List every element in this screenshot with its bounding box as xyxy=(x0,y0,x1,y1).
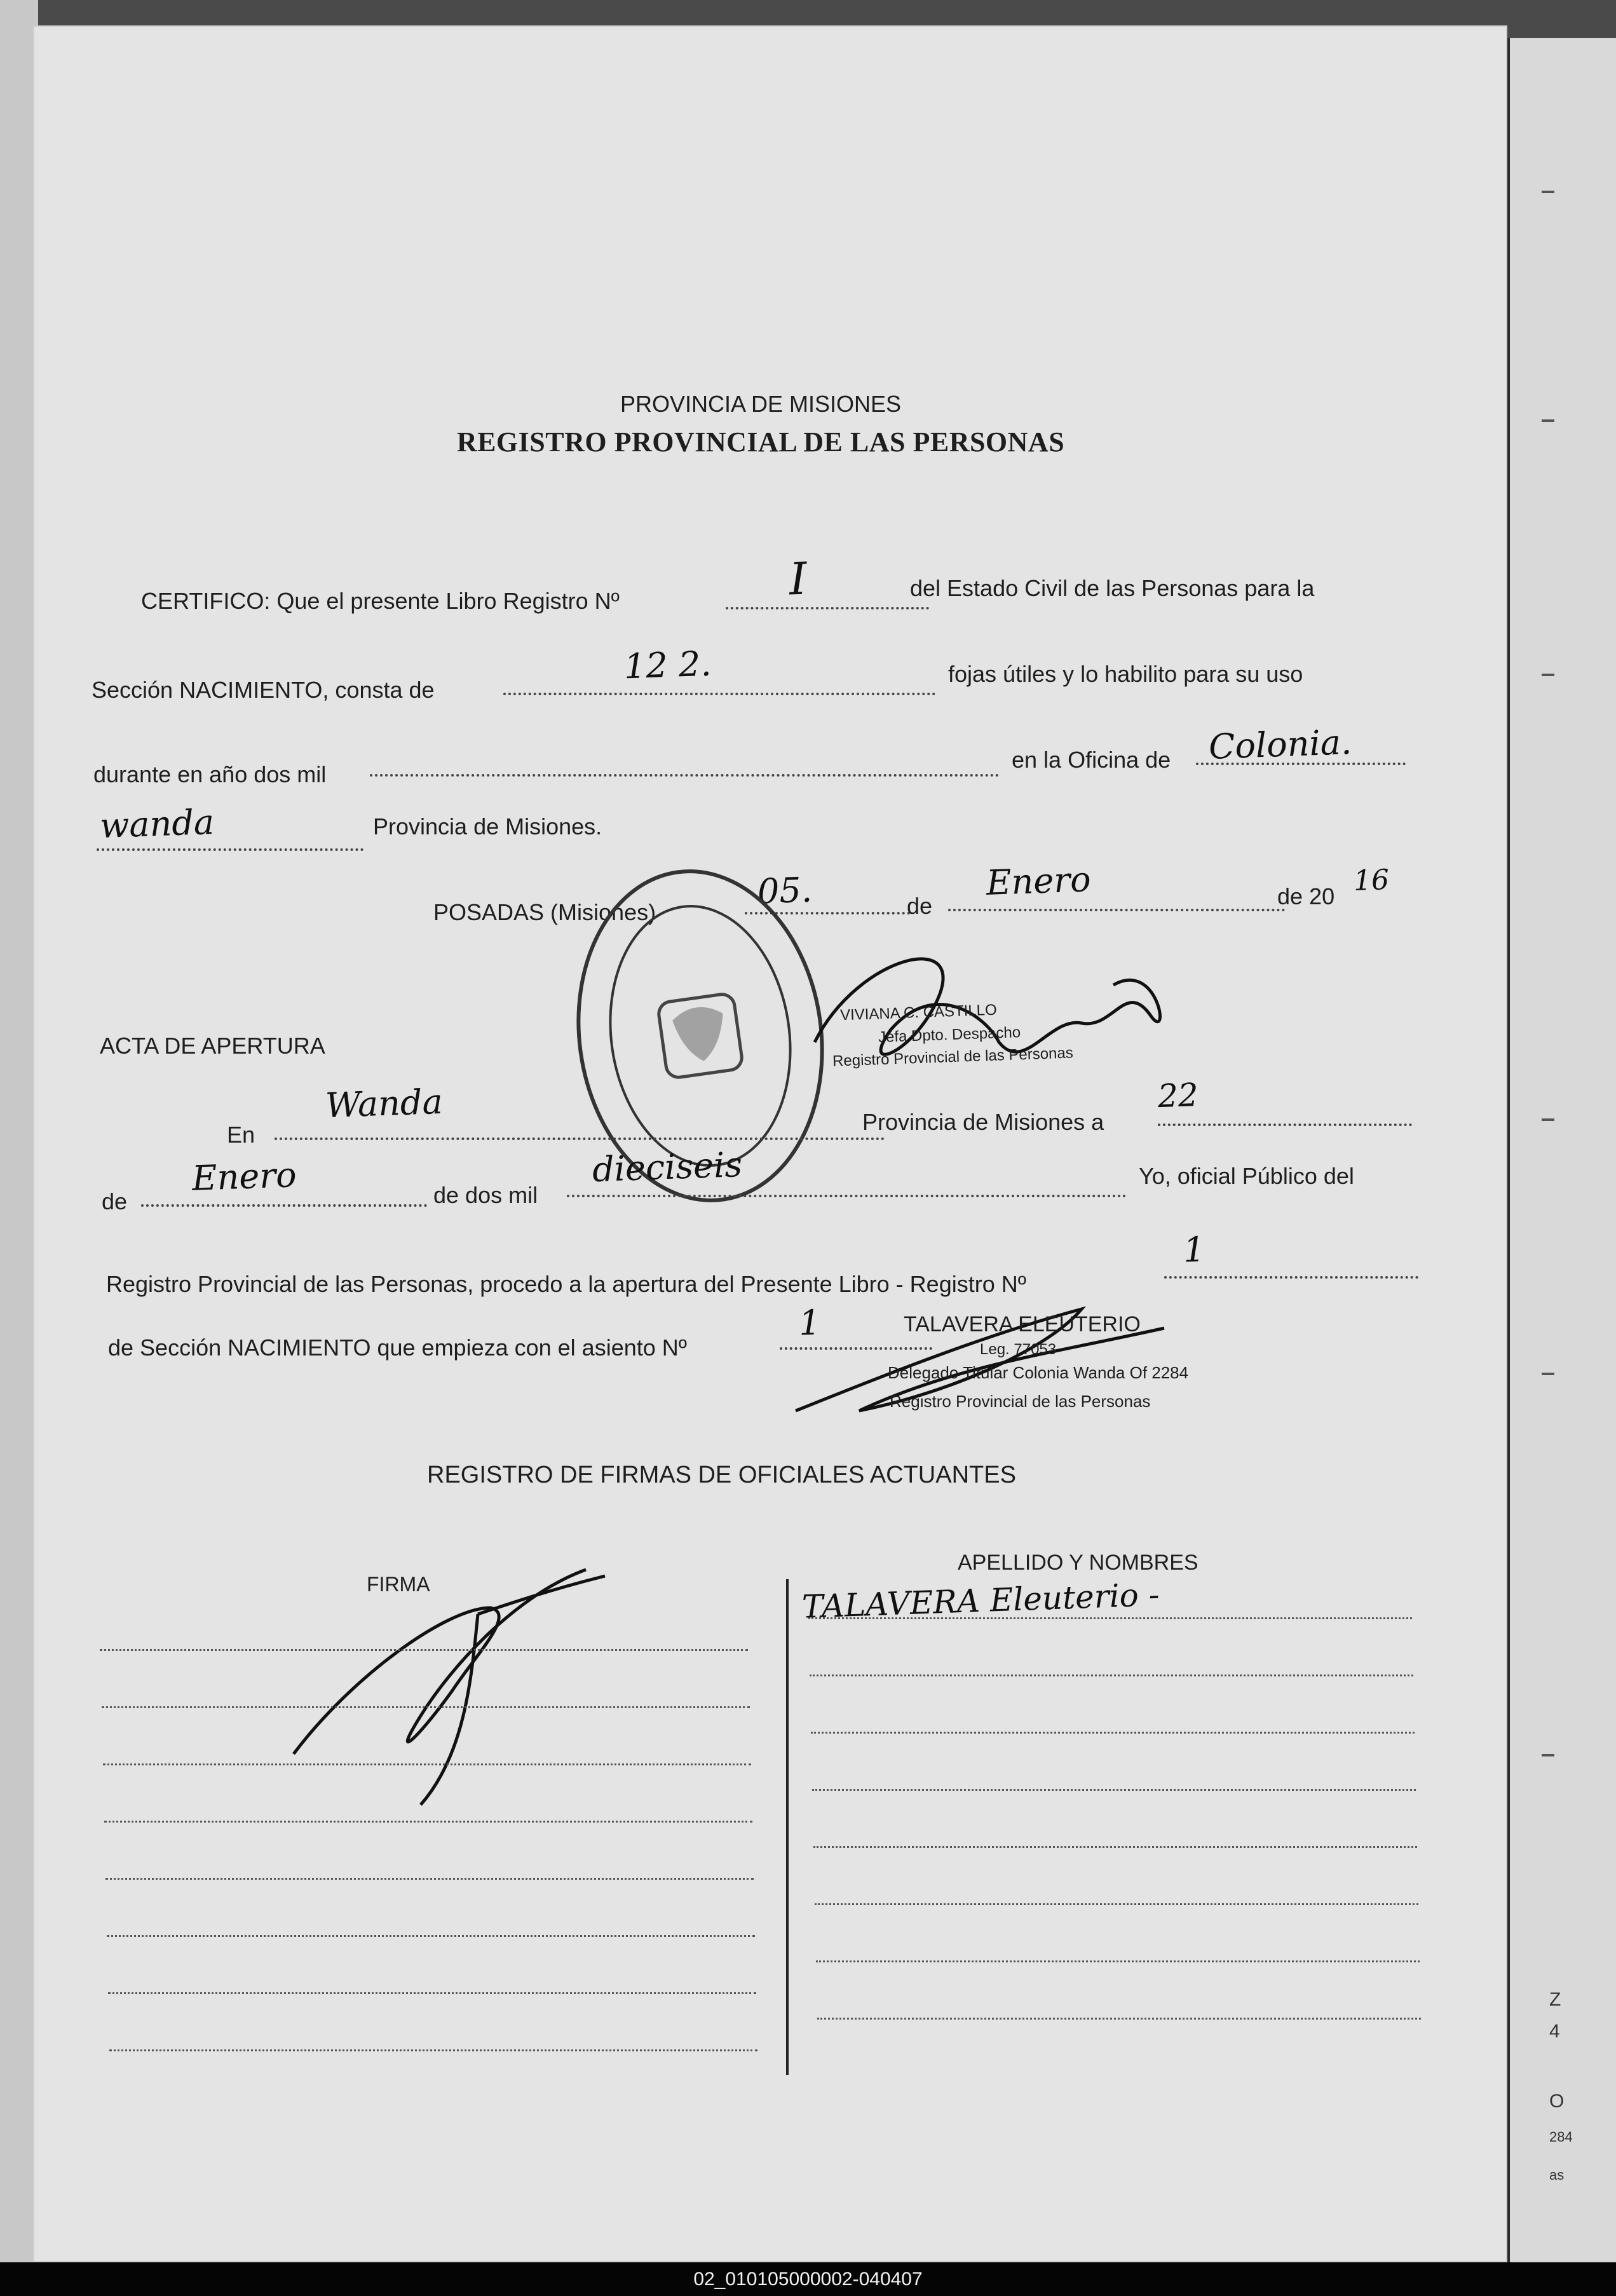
date-year-prefix: de 20 xyxy=(1277,883,1335,909)
firma-line xyxy=(104,1821,752,1823)
acta-day-handwritten: 22 xyxy=(1157,1076,1199,1115)
apellido-line xyxy=(815,1903,1418,1905)
apellido-column-label: APELLIDO Y NOMBRES xyxy=(958,1551,1198,1575)
oficina-handwritten-2: wanda xyxy=(98,801,215,846)
date-month-handwritten: Enero xyxy=(985,859,1092,903)
firma-line xyxy=(105,1878,754,1880)
acta-de: de xyxy=(102,1188,128,1214)
edge-char: 4 xyxy=(1549,2021,1560,2042)
adjacent-page-edge xyxy=(1507,38,1616,2262)
fill-line xyxy=(275,1138,885,1140)
stamp1-name: VIVIANA C. CASTILLO xyxy=(839,1001,998,1024)
apellido-line xyxy=(811,1732,1415,1734)
stamp2-legajo: Leg. 77053 xyxy=(980,1341,1057,1358)
acta-asiento-handwritten: 1 xyxy=(798,1302,822,1343)
edge-char: 284 xyxy=(1549,2129,1573,2145)
certifico-line1-label: CERTIFICO: Que el presente Libro Registro Nº xyxy=(141,588,620,614)
fill-line xyxy=(1158,1124,1412,1126)
signature-firma xyxy=(294,1570,605,1805)
stamp2-name: TALAVERA ELEUTERIO xyxy=(904,1312,1141,1336)
provincia-line: Provincia de Misiones. xyxy=(373,813,602,839)
province-heading: PROVINCIA DE MISIONES xyxy=(620,391,902,417)
acta-heading: ACTA DE APERTURA xyxy=(100,1033,325,1059)
date-place: POSADAS (Misiones) xyxy=(433,899,656,925)
date-day-handwritten: 05. xyxy=(756,869,813,912)
date-de: de xyxy=(907,893,933,919)
background-left-sheet xyxy=(0,0,38,2296)
stamp1-org: Registro Provincial de las Personas xyxy=(832,1044,1074,1070)
fill-line xyxy=(567,1195,1126,1197)
stamp2-role: Delegado Titular Colonia Wanda Of 2284 xyxy=(888,1363,1189,1382)
certificate-page xyxy=(33,25,1507,2262)
apellido-line xyxy=(816,1960,1420,1962)
fill-line xyxy=(141,1204,427,1207)
acta-book-number-handwritten: 1 xyxy=(1182,1229,1206,1270)
edge-mark xyxy=(1542,419,1554,422)
apellido-line xyxy=(810,1674,1413,1676)
acta-place-handwritten: Wanda xyxy=(324,1081,444,1126)
acta-line4: de Sección NACIMIENTO que empieza con el asiento Nº xyxy=(108,1335,687,1361)
apellido-line xyxy=(812,1789,1416,1791)
edge-mark xyxy=(1542,1373,1554,1375)
certifico-line2-end: fojas útiles y lo habilito para su uso xyxy=(948,661,1303,687)
fojas-count-handwritten: 12 2. xyxy=(623,643,712,687)
firma-line xyxy=(103,1763,751,1765)
acta-line3: Registro Provincial de las Personas, procedo a la apertura del Presente Libro - Registro Nº xyxy=(106,1271,1026,1297)
fill-line xyxy=(1164,1276,1418,1279)
firma-line xyxy=(108,1992,756,1994)
scan-file-code: 02_010105000002-040407 xyxy=(693,2269,923,2290)
edge-mark xyxy=(1542,674,1554,676)
apellido-line xyxy=(817,2018,1421,2020)
acta-de-dos-mil: de dos mil xyxy=(433,1182,538,1208)
firma-line xyxy=(107,1935,755,1937)
oficina-label: en la Oficina de xyxy=(1012,747,1171,773)
edge-mark xyxy=(1542,1754,1554,1756)
edge-mark xyxy=(1542,191,1554,193)
firma-line xyxy=(102,1706,750,1708)
acta-en: En xyxy=(227,1122,255,1148)
firmas-heading: REGISTRO DE FIRMAS DE OFICIALES ACTUANTES xyxy=(427,1462,1016,1488)
acta-month-handwritten: Enero xyxy=(191,1155,297,1199)
firma-line xyxy=(100,1649,748,1651)
acta-provincia: Provincia de Misiones a xyxy=(862,1109,1104,1135)
document-title: REGISTRO PROVINCIAL DE LAS PERSONAS xyxy=(456,426,1065,458)
certifico-line1-end: del Estado Civil de las Personas para la xyxy=(910,575,1315,601)
stamp2-org: Registro Provincial de las Personas xyxy=(890,1392,1151,1411)
book-number-handwritten: I xyxy=(788,552,808,606)
edge-char: as xyxy=(1549,2167,1565,2183)
certifico-line2-label: Sección NACIMIENTO, consta de xyxy=(92,677,435,703)
acta-year-handwritten: dieciseis xyxy=(591,1144,743,1190)
column-divider xyxy=(786,1579,789,2075)
date-year-handwritten: 16 xyxy=(1353,864,1390,897)
firma-column-label: FIRMA xyxy=(367,1573,430,1596)
apellido-line xyxy=(813,1846,1417,1848)
oficina-handwritten: Colonia. xyxy=(1207,722,1353,767)
certifico-line3-label: durante en año dos mil xyxy=(93,761,327,787)
acta-yo: Yo, oficial Público del xyxy=(1139,1163,1354,1189)
edge-char: O xyxy=(1549,2091,1565,2112)
edge-char: Z xyxy=(1549,1989,1561,2010)
scan-footer xyxy=(0,2262,1616,2296)
apellido-entry-handwritten: TALAVERA Eleuterio - xyxy=(801,1576,1160,1626)
firma-line xyxy=(109,2049,757,2051)
stamp1-role: Jefa Dpto. Despacho xyxy=(878,1024,1021,1046)
edge-mark xyxy=(1542,1118,1554,1121)
fill-line xyxy=(780,1347,932,1350)
